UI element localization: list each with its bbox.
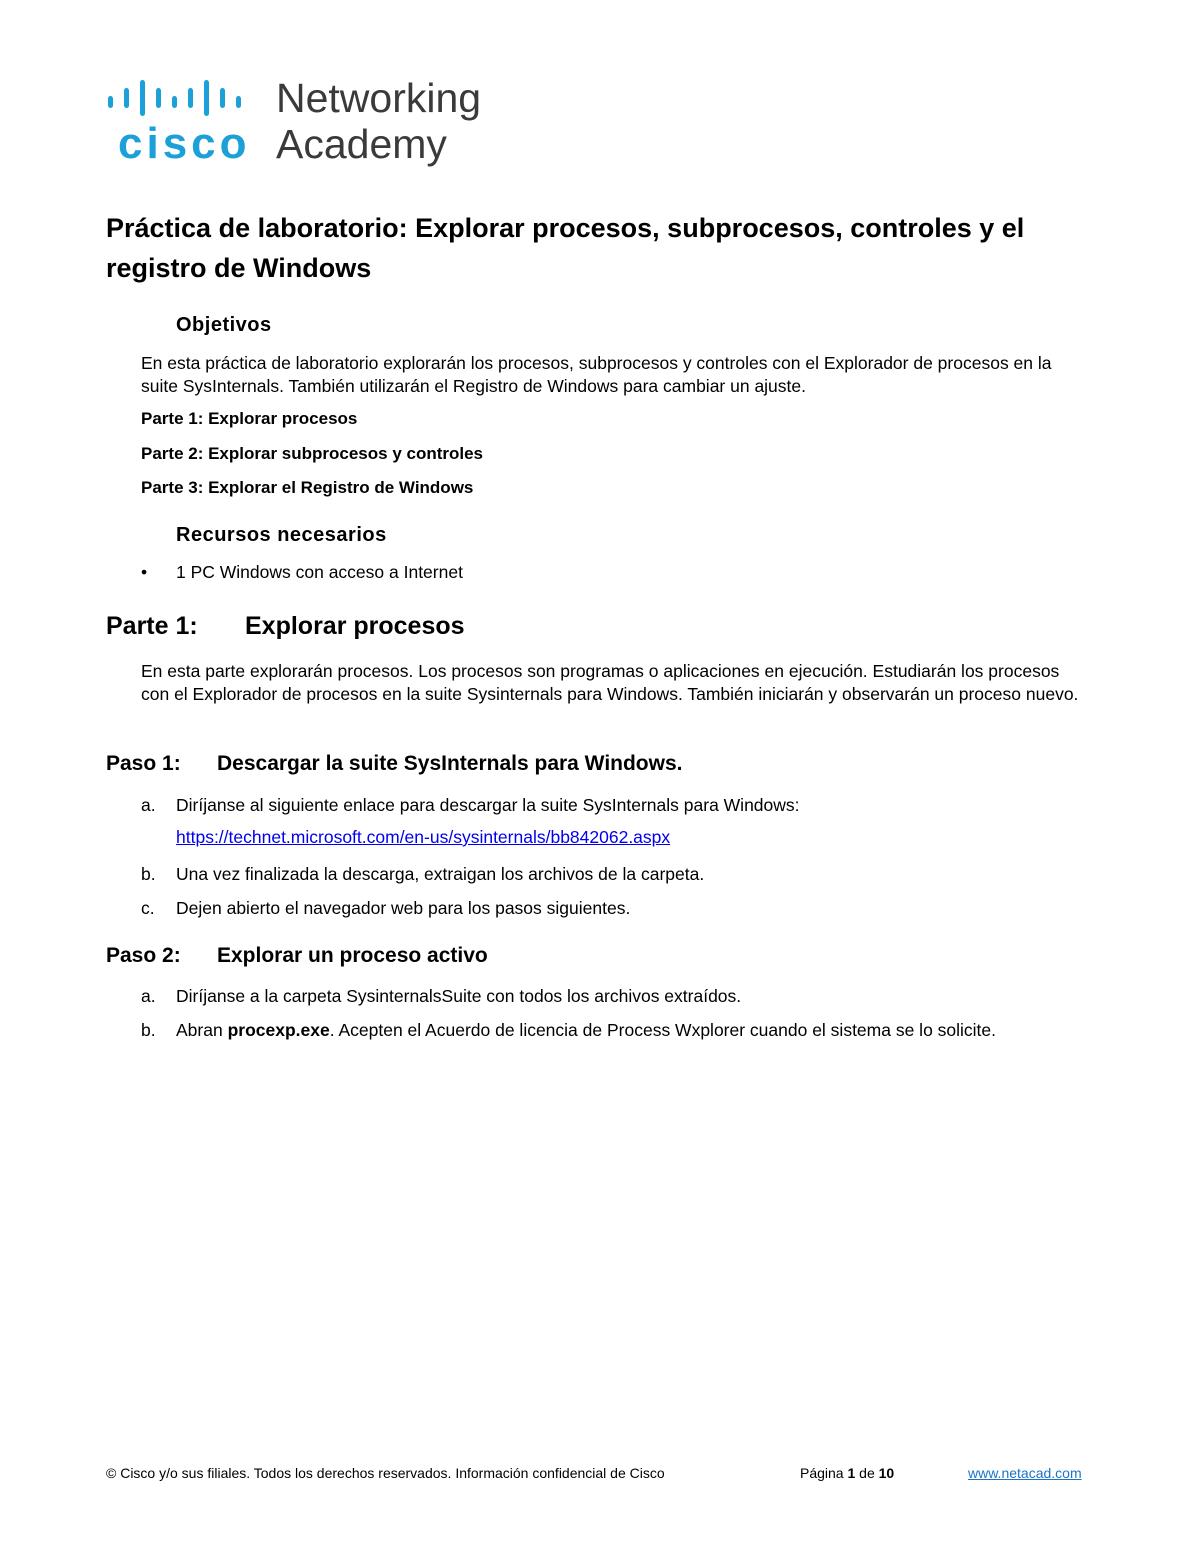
list-letter: a.	[141, 986, 156, 1006]
step2-number: Paso 2:	[106, 944, 181, 967]
step1-heading	[106, 752, 806, 778]
resource-item-text: 1 PC Windows con acceso a Internet	[176, 562, 463, 582]
objectives-intro: En esta práctica de laboratorio explorarán los procesos, subprocesos y controles con el Explorador de procesos en la suite SysInternals. También utilizarán el Registro de Windows para cambiar un ajuste.	[141, 353, 1052, 396]
text-pre: Abran	[176, 1020, 228, 1040]
bullet-icon: •	[141, 562, 148, 582]
step2-title: Explorar un proceso activo	[217, 944, 488, 967]
page-total: 10	[878, 1465, 895, 1481]
part1-intro: En esta parte explorarán procesos. Los procesos son programas o aplicaciones en ejecución. Estudiarán los procesos con el Explorador de procesos en la suite Sysinternals para Windows. También iniciarán y observarán un proceso nuevo.	[141, 661, 1079, 704]
logo-academy-text: Academy	[276, 121, 447, 167]
page-title: Práctica de laboratorio: Explorar procesos, subprocesos, controles y el registro de Windows	[106, 213, 1025, 283]
page-footer	[106, 1465, 1106, 1485]
objective-part-1: Parte 1: Explorar procesos	[141, 409, 358, 428]
cisco-networking-academy-logo	[106, 75, 506, 168]
list-text	[176, 1019, 1056, 1042]
list-text: Diríjanse a la carpeta SysinternalsSuite con todos los archivos extraídos.	[176, 986, 742, 1006]
objective-part-3: Parte 3: Explorar el Registro de Windows	[141, 478, 474, 497]
procexp-filename: procexp.exe	[227, 1020, 330, 1040]
list-letter: c.	[141, 898, 155, 918]
logo-networking-text: Networking	[276, 75, 482, 121]
step1-title: Descargar la suite SysInternals para Windows.	[217, 752, 683, 775]
cisco-wordmark: cisco	[118, 119, 251, 168]
objectives-heading: Objetivos	[176, 314, 272, 336]
page-of: de	[859, 1465, 875, 1481]
objective-part-2: Parte 2: Explorar subprocesos y controles	[141, 444, 484, 463]
cisco-bars-icon	[106, 80, 256, 120]
list-text: Una vez finalizada la descarga, extraigan los archivos de la carpeta.	[176, 864, 705, 884]
sysinternals-download-link[interactable]: https://technet.microsoft.com/en-us/sysinternals/bb842062.aspx	[176, 827, 671, 847]
list-letter: a.	[141, 795, 156, 815]
footer-site-link[interactable]: www.netacad.com	[968, 1465, 1082, 1481]
list-letter: b.	[141, 864, 156, 884]
footer-copyright: © Cisco y/o sus filiales. Todos los derechos reservados. Información confidencial de Cisco	[106, 1465, 665, 1481]
list-letter: b.	[141, 1020, 156, 1040]
part1-title: Explorar procesos	[245, 612, 465, 640]
step1-number: Paso 1:	[106, 752, 181, 775]
step2-heading	[106, 944, 806, 970]
list-text: Dejen abierto el navegador web para los pasos siguientes.	[176, 898, 631, 918]
text-post: . Acepten el Acuerdo de licencia de Process Wxplorer cuando el sistema se lo solicite.	[329, 1020, 997, 1040]
page-current: 1	[847, 1465, 856, 1481]
resources-heading: Recursos necesarios	[176, 524, 387, 546]
footer-page-number	[800, 1465, 894, 1481]
part1-number: Parte 1:	[106, 612, 198, 640]
list-text: Diríjanse al siguiente enlace para descargar la suite SysInternals para Windows:	[176, 795, 800, 815]
page-label: Página	[800, 1465, 844, 1481]
